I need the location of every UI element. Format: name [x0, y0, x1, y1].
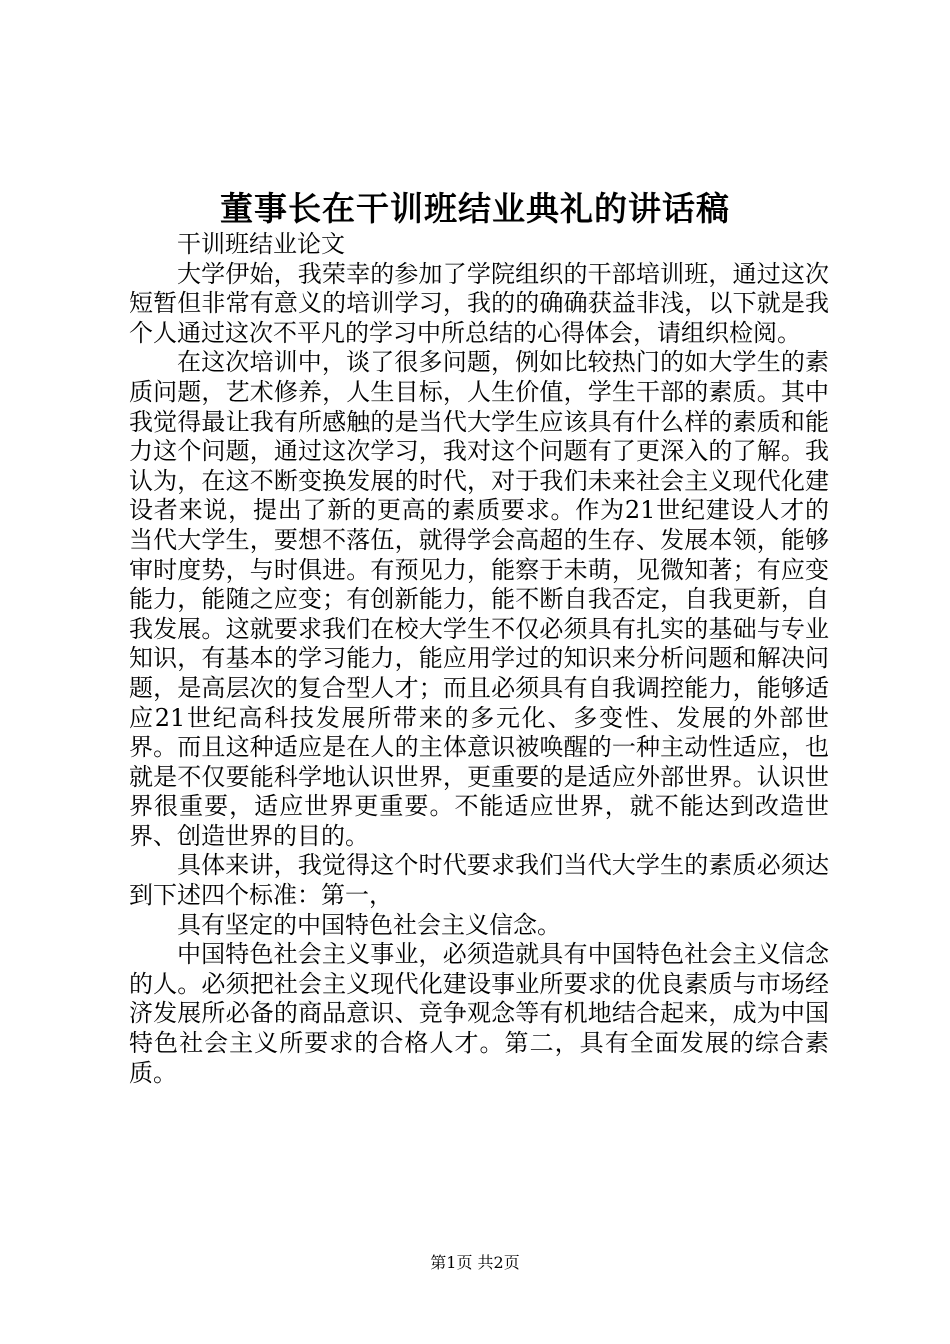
page-number-footer: 第1页 共2页 — [430, 1253, 520, 1272]
paragraph: 具体来讲，我觉得这个时代要求我们当代大学生的素质必须达到下述四个标准：第一， — [129, 851, 829, 910]
paragraph-subtitle: 干训班结业论文 — [177, 230, 345, 258]
paragraph: 大学伊始，我荣幸的参加了学院组织的干部培训班，通过这次短暂但非常有意义的培训学习，我的的确确获益非浅，以下就是我个人通过这次不平凡的学习中所总结的心得体会，请组织检阅。 — [129, 259, 829, 347]
paragraph: 中国特色社会主义事业，必须造就具有中国特色社会主义信念的人。必须把社会主义现代化建设事业所要求的优良素质与市场经济发展所必备的商品意识、竞争观念等有机地结合起来，成为中国特色社会主义所要求的合格人才。第二，具有全面发展的综合素质。 — [129, 940, 829, 1087]
paragraph: 在这次培训中，谈了很多问题，例如比较热门的如大学生的素质问题，艺术修养，人生目标，人生价值，学生干部的素质。其中我觉得最让我有所感触的是当代大学生应该具有什么样的素质和能力这个问题，通过这次学习，我对这个问题有了更深入的了解。我认为，在这不断变换发展的时代，对于我们未来社会主义现代化建设者来说，提出了新的更高的素质要求。作为21世纪建设人才的当代大学生，要想不落伍，就得学会高超的生存、发展本领，能够审时度势，与时俱进。有预见力，能察于未萌，见微知著；有应变能力，能随之应变；有创新能力，能不断自我否定，自我更新，自我发展。这就要求我们在校大学生不仅必须具有扎实的基础与专业知识，有基本的学习能力，能应用学过的知识来分析问题和解决问题，是高层次的复合型人才；而且必须具有自我调控能力，能够适应21世纪高科技发展所带来的多元化、多变性、发展的外部世界。而且这种适应是在人的主体意识被唤醒的一种主动性适应，也就是不仅要能科学地认识世界，更重要的是适应外部世界。认识世界很重要，适应世界更重要。不能适应世界，就不能达到改造世界、创造世界的目的。 — [129, 348, 829, 850]
document-title: 董事长在干训班结业典礼的讲话稿 — [220, 189, 730, 228]
paragraph: 具有坚定的中国特色社会主义信念。 — [177, 910, 561, 939]
document-body — [129, 230, 829, 1088]
